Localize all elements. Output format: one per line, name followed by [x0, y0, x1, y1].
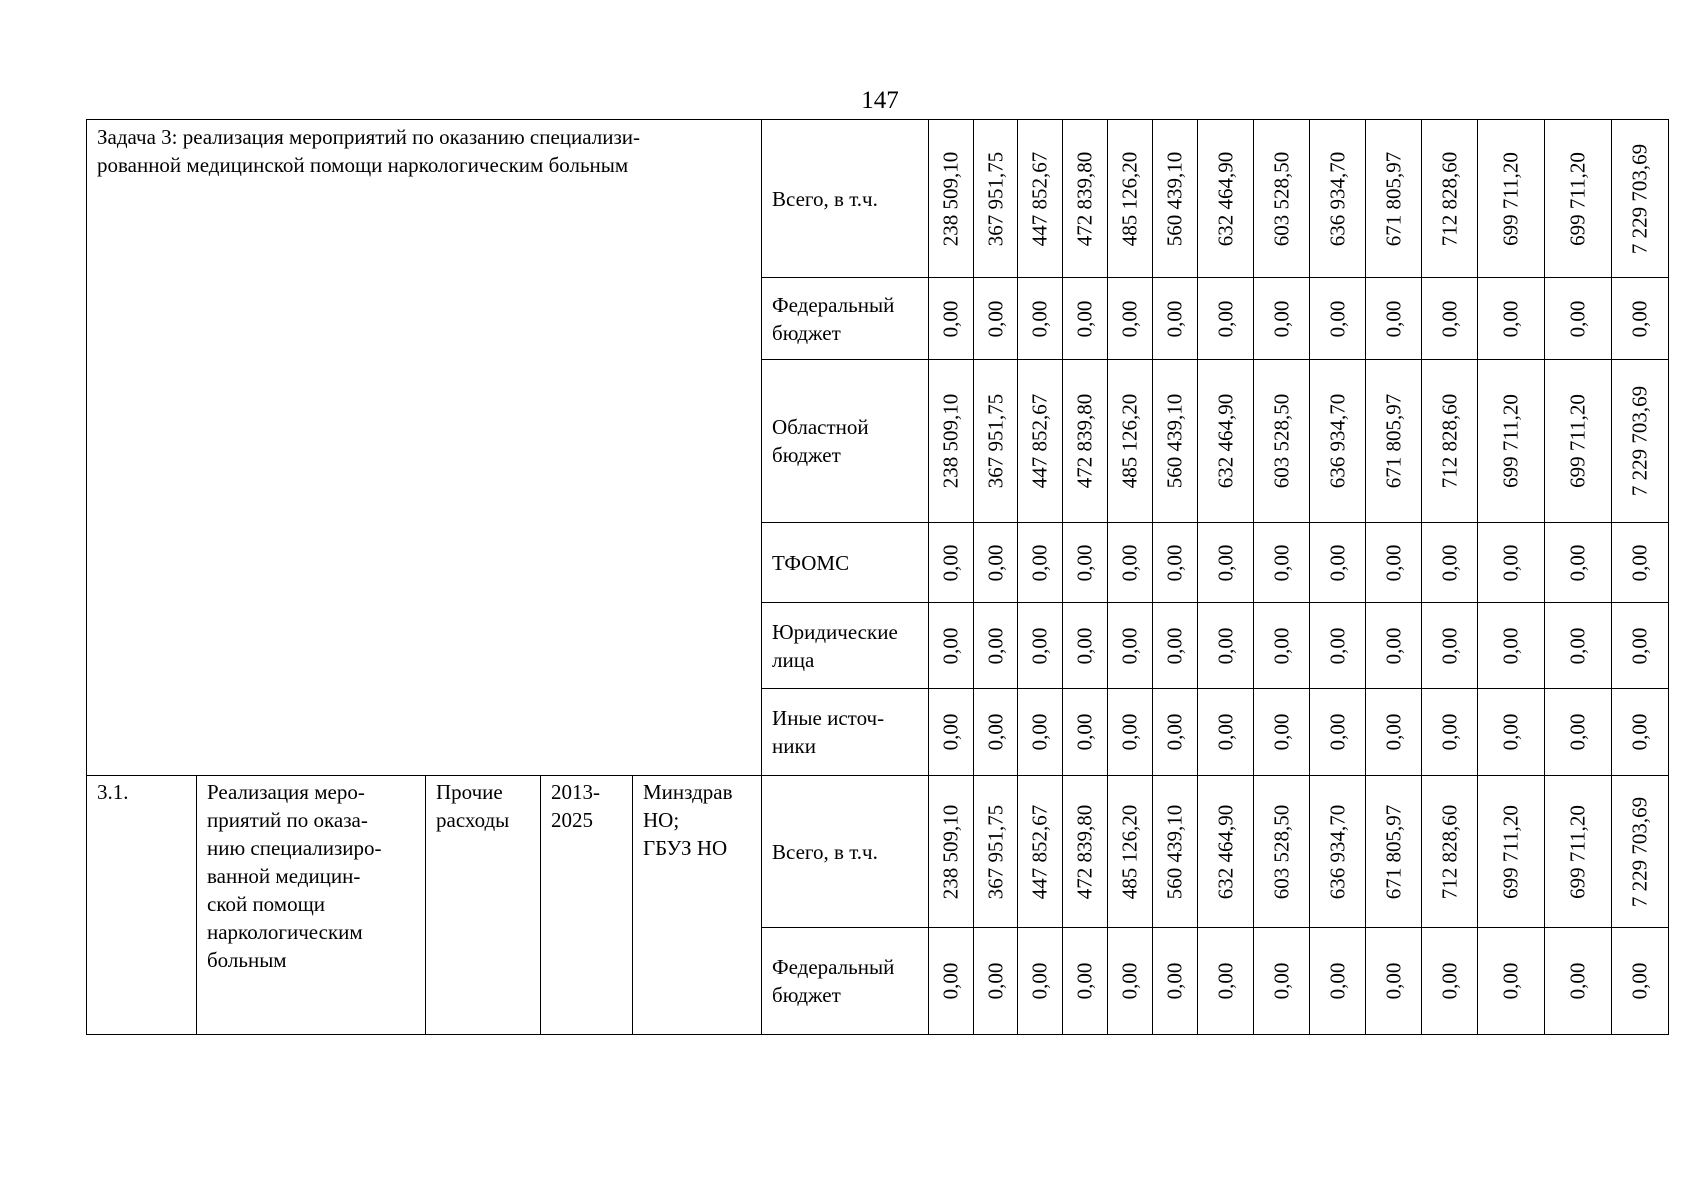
value-text: 0,00: [1213, 713, 1238, 751]
value-cell: [1254, 523, 1310, 603]
item-period: [541, 776, 633, 1035]
value-text: 447 852,67: [1027, 151, 1052, 246]
value-cell: [1153, 523, 1198, 603]
value-cell: [1018, 360, 1063, 523]
value-cell: [1254, 278, 1310, 360]
value-cell: [1254, 689, 1310, 776]
value-text: 671 805,97: [1381, 804, 1406, 899]
value-text: 632 464,90: [1213, 393, 1238, 489]
value-text: 0,00: [1381, 962, 1406, 1000]
value-text: 0,00: [1381, 300, 1406, 337]
value-cell: [1422, 689, 1478, 776]
value-cell: [1018, 689, 1063, 776]
value-cell: [1612, 603, 1669, 689]
value-cell: [1153, 603, 1198, 689]
value-text: 485 126,20: [1117, 804, 1142, 899]
value-cell: [974, 928, 1018, 1035]
item-executor: [633, 776, 762, 1035]
value-cell: [1108, 689, 1153, 776]
value-text: 0,00: [983, 544, 1008, 581]
value-text: 699 711,20: [1498, 394, 1523, 488]
value-cell: [1063, 603, 1108, 689]
value-text: 0,00: [1565, 713, 1590, 751]
value-text: 0,00: [1498, 713, 1523, 751]
executor-line: НО;: [643, 808, 680, 832]
value-cell: [1063, 928, 1108, 1035]
value-cell: [1310, 278, 1366, 360]
value-cell: [1366, 120, 1422, 278]
value-text: 0,00: [1269, 300, 1294, 337]
value-text: 632 464,90: [1213, 151, 1238, 246]
value-cell: [1153, 689, 1198, 776]
value-text: 0,00: [1437, 627, 1462, 664]
value-text: 699 711,20: [1565, 151, 1590, 246]
value-cell: [1018, 603, 1063, 689]
value-text: 0,00: [938, 627, 963, 664]
source-total: Всего, в т.ч.: [762, 120, 929, 278]
value-text: 0,00: [1269, 544, 1294, 581]
value-text: 699 711,20: [1498, 804, 1523, 899]
value-text: 0,00: [1325, 713, 1350, 751]
value-cell: [1254, 776, 1310, 928]
value-cell: [974, 523, 1018, 603]
executor-line: ГБУЗ НО: [643, 836, 728, 860]
period-line: 2025: [551, 808, 593, 832]
value-text: 0,00: [1498, 544, 1523, 581]
task-title-line: Задача 3: реализация мероприятий по оказанию специализи-: [97, 125, 641, 149]
value-cell: [1310, 603, 1366, 689]
value-cell: [1545, 360, 1612, 523]
value-text: 0,00: [1027, 627, 1052, 664]
value-cell: [1422, 278, 1478, 360]
value-text: 0,00: [1269, 962, 1294, 1000]
source-other: [762, 689, 929, 776]
value-text: 712 828,60: [1437, 804, 1462, 899]
item-name-line: ской помощи: [207, 892, 325, 916]
value-cell: [1612, 689, 1669, 776]
value-cell: [1545, 928, 1612, 1035]
value-cell: [1366, 689, 1422, 776]
value-cell: [1310, 776, 1366, 928]
value-text: 699 711,20: [1565, 804, 1590, 899]
value-text: 0,00: [1072, 962, 1097, 1000]
value-text: 0,00: [1027, 544, 1052, 581]
value-cell: [1478, 603, 1545, 689]
value-cell: [1153, 928, 1198, 1035]
item-number: 3.1.: [87, 776, 197, 1035]
task-total-row: [87, 120, 1669, 278]
value-cell: [1153, 776, 1198, 928]
value-cell: [929, 776, 974, 928]
value-cell: [1108, 120, 1153, 278]
value-cell: [1198, 278, 1254, 360]
value-cell: [1422, 928, 1478, 1035]
value-text: 0,00: [1565, 627, 1590, 664]
value-cell: [1545, 776, 1612, 928]
value-text: 0,00: [1565, 300, 1590, 337]
source-line: бюджет: [772, 320, 841, 345]
value-text: 603 528,50: [1269, 393, 1294, 489]
value-cell: [974, 776, 1018, 928]
value-cell: [929, 360, 974, 523]
value-text: 636 934,70: [1325, 393, 1350, 489]
value-text: 0,00: [938, 300, 963, 337]
source-line: Юридические: [772, 619, 898, 644]
value-text: 472 839,80: [1072, 804, 1097, 899]
value-cell: [1612, 360, 1669, 523]
value-cell: [1063, 776, 1108, 928]
value-text: 0,00: [1027, 962, 1052, 1000]
value-cell: [929, 120, 974, 278]
value-cell: [974, 278, 1018, 360]
source-legal: [762, 603, 929, 689]
value-cell: [1366, 928, 1422, 1035]
value-text: 485 126,20: [1117, 393, 1142, 489]
value-cell: [1108, 278, 1153, 360]
value-cell: [1018, 776, 1063, 928]
value-text: 0,00: [1437, 300, 1462, 337]
value-text: 0,00: [1325, 962, 1350, 1000]
value-text: 632 464,90: [1213, 804, 1238, 899]
item-total-row: [87, 776, 1669, 928]
value-cell: [1422, 603, 1478, 689]
item-name-line: нию специализиро-: [207, 836, 382, 860]
value-cell: [1612, 523, 1669, 603]
value-text: 0,00: [1627, 300, 1652, 337]
value-text: 0,00: [1325, 300, 1350, 337]
value-cell: [1310, 523, 1366, 603]
value-text: 560 439,10: [1162, 393, 1187, 489]
value-text: 0,00: [1498, 962, 1523, 1000]
value-text: 0,00: [1627, 544, 1652, 581]
value-cell: [1018, 928, 1063, 1035]
value-cell: [1153, 360, 1198, 523]
item-name-line: больным: [207, 948, 287, 972]
value-cell: [1198, 689, 1254, 776]
value-text: 0,00: [938, 544, 963, 581]
value-text: 0,00: [1213, 627, 1238, 664]
value-text: 472 839,80: [1072, 393, 1097, 489]
value-cell: [1063, 360, 1108, 523]
value-cell: [1018, 523, 1063, 603]
value-text: 603 528,50: [1269, 151, 1294, 246]
value-text: 0,00: [983, 713, 1008, 751]
source-line: ники: [772, 734, 816, 758]
value-text: 0,00: [1269, 713, 1294, 751]
value-cell: [1545, 523, 1612, 603]
value-text: 712 828,60: [1437, 151, 1462, 246]
value-text: 0,00: [1162, 544, 1187, 581]
value-text: 0,00: [1213, 962, 1238, 1000]
value-text: 0,00: [983, 627, 1008, 664]
value-cell: [1198, 776, 1254, 928]
source-federal: [762, 278, 929, 360]
source-line: Федеральный: [772, 292, 895, 317]
value-cell: [1063, 278, 1108, 360]
value-cell: [1366, 360, 1422, 523]
value-text: 0,00: [1565, 962, 1590, 1000]
value-text: 0,00: [1627, 627, 1652, 664]
value-cell: [1545, 603, 1612, 689]
value-text: 0,00: [1027, 713, 1052, 751]
value-cell: [974, 120, 1018, 278]
value-text: 0,00: [1162, 713, 1187, 751]
value-cell: [1153, 278, 1198, 360]
value-cell: [1422, 120, 1478, 278]
value-text: 699 711,20: [1498, 151, 1523, 246]
item-expense-type: [426, 776, 541, 1035]
value-cell: [1366, 603, 1422, 689]
source-line: Федеральный: [772, 955, 895, 979]
value-cell: [1108, 928, 1153, 1035]
source-line: бюджет: [772, 983, 841, 1007]
value-text: 238 509,10: [938, 151, 963, 246]
value-cell: [1545, 278, 1612, 360]
value-text: 0,00: [1117, 713, 1142, 751]
value-cell: [1108, 523, 1153, 603]
value-text: 7 229 703,69: [1627, 796, 1652, 907]
value-cell: [1063, 689, 1108, 776]
value-cell: [929, 689, 974, 776]
value-text: 0,00: [1269, 627, 1294, 664]
value-text: 0,00: [938, 962, 963, 1000]
value-text: 367 951,75: [983, 393, 1008, 489]
value-text: 0,00: [1325, 627, 1350, 664]
value-text: 0,00: [1325, 544, 1350, 581]
value-text: 0,00: [1565, 544, 1590, 581]
value-text: 560 439,10: [1162, 804, 1187, 899]
task-title-line: рованной медицинской помощи наркологическим больным: [97, 153, 629, 177]
value-text: 238 509,10: [938, 393, 963, 489]
value-text: 0,00: [1072, 300, 1097, 337]
value-cell: [974, 689, 1018, 776]
value-text: 0,00: [1027, 300, 1052, 337]
value-text: 447 852,67: [1027, 804, 1052, 899]
value-text: 671 805,97: [1381, 393, 1406, 489]
value-text: 0,00: [1162, 300, 1187, 337]
value-text: 0,00: [1117, 962, 1142, 1000]
value-text: 0,00: [1627, 962, 1652, 1000]
value-cell: [929, 928, 974, 1035]
value-text: 447 852,67: [1027, 393, 1052, 489]
value-cell: [1198, 120, 1254, 278]
value-text: 0,00: [1437, 962, 1462, 1000]
value-text: 0,00: [1381, 713, 1406, 751]
task-title-cell: [87, 120, 762, 776]
value-text: 0,00: [1213, 544, 1238, 581]
value-cell: [1478, 120, 1545, 278]
source-line: лица: [772, 647, 815, 672]
value-cell: [1198, 360, 1254, 523]
value-text: 560 439,10: [1162, 151, 1187, 246]
value-text: 0,00: [1437, 713, 1462, 751]
source-total: Всего, в т.ч.: [762, 776, 929, 928]
value-cell: [1254, 120, 1310, 278]
value-text: 0,00: [1381, 544, 1406, 581]
value-cell: [1478, 689, 1545, 776]
value-text: 0,00: [1437, 544, 1462, 581]
value-text: 0,00: [1072, 544, 1097, 581]
value-cell: [1018, 278, 1063, 360]
source-line: Областной: [772, 415, 869, 439]
value-text: 671 805,97: [1381, 151, 1406, 246]
value-text: 0,00: [983, 300, 1008, 337]
value-cell: [1478, 776, 1545, 928]
value-cell: [1018, 120, 1063, 278]
source-line: Иные источ-: [772, 706, 885, 730]
value-cell: [1254, 603, 1310, 689]
value-cell: [1478, 928, 1545, 1035]
value-text: 0,00: [1162, 627, 1187, 664]
value-text: 238 509,10: [938, 804, 963, 899]
value-text: 0,00: [1117, 300, 1142, 337]
budget-table: [86, 119, 1669, 1035]
value-text: 367 951,75: [983, 151, 1008, 246]
value-text: 0,00: [1627, 713, 1652, 751]
value-cell: [1612, 120, 1669, 278]
period-line: 2013-: [551, 780, 600, 804]
item-name-line: ванной медицин-: [207, 864, 361, 888]
value-cell: [1478, 278, 1545, 360]
executor-line: Минздрав: [643, 780, 733, 804]
value-cell: [1545, 120, 1612, 278]
value-text: 0,00: [1498, 300, 1523, 337]
value-cell: [1310, 360, 1366, 523]
value-text: 0,00: [1117, 544, 1142, 581]
value-text: 0,00: [1213, 300, 1238, 337]
value-text: 0,00: [1498, 627, 1523, 664]
source-regional: [762, 360, 929, 523]
value-text: 699 711,20: [1565, 394, 1590, 488]
expense-type-line: расходы: [436, 808, 510, 832]
value-cell: [1478, 523, 1545, 603]
value-text: 0,00: [1072, 627, 1097, 664]
value-text: 0,00: [1072, 713, 1097, 751]
value-cell: [974, 360, 1018, 523]
value-cell: [1422, 360, 1478, 523]
value-text: 0,00: [938, 713, 963, 751]
value-cell: [1108, 776, 1153, 928]
value-text: 7 229 703,69: [1627, 385, 1652, 497]
source-line: бюджет: [772, 443, 841, 467]
value-cell: [1366, 523, 1422, 603]
value-cell: [929, 278, 974, 360]
source-tfoms: ТФОМС: [762, 523, 929, 603]
value-text: 0,00: [1381, 627, 1406, 664]
value-text: 367 951,75: [983, 804, 1008, 899]
value-cell: [1198, 928, 1254, 1035]
value-text: 712 828,60: [1437, 393, 1462, 489]
value-cell: [1478, 360, 1545, 523]
value-cell: [1422, 523, 1478, 603]
value-cell: [1153, 120, 1198, 278]
expense-type-line: Прочие: [436, 780, 503, 804]
value-cell: [1254, 928, 1310, 1035]
value-cell: [1108, 603, 1153, 689]
value-cell: [1612, 928, 1669, 1035]
value-text: 7 229 703,69: [1627, 143, 1652, 254]
value-text: 636 934,70: [1325, 804, 1350, 899]
value-cell: [1198, 523, 1254, 603]
value-cell: [1310, 689, 1366, 776]
value-cell: [1310, 120, 1366, 278]
value-text: 0,00: [983, 962, 1008, 1000]
value-text: 636 934,70: [1325, 151, 1350, 246]
source-federal: [762, 928, 929, 1035]
value-text: 0,00: [1162, 962, 1187, 1000]
value-cell: [929, 523, 974, 603]
value-cell: [1108, 360, 1153, 523]
value-cell: [1310, 928, 1366, 1035]
value-cell: [1612, 278, 1669, 360]
page-number: 147: [861, 87, 899, 114]
value-cell: [1198, 603, 1254, 689]
value-text: 485 126,20: [1117, 151, 1142, 246]
value-cell: [1063, 120, 1108, 278]
value-cell: [1063, 523, 1108, 603]
value-text: 472 839,80: [1072, 151, 1097, 246]
value-cell: [1254, 360, 1310, 523]
value-text: 603 528,50: [1269, 804, 1294, 899]
value-cell: [974, 603, 1018, 689]
value-cell: [1366, 776, 1422, 928]
value-cell: [1612, 776, 1669, 928]
item-name-line: Реализация меро-: [207, 780, 365, 804]
value-text: 0,00: [1117, 627, 1142, 664]
value-cell: [1422, 776, 1478, 928]
item-name-line: наркологическим: [207, 920, 363, 944]
value-cell: [929, 603, 974, 689]
value-cell: [1366, 278, 1422, 360]
item-name-line: приятий по оказа-: [207, 808, 368, 832]
value-cell: [1545, 689, 1612, 776]
item-name: [197, 776, 426, 1035]
